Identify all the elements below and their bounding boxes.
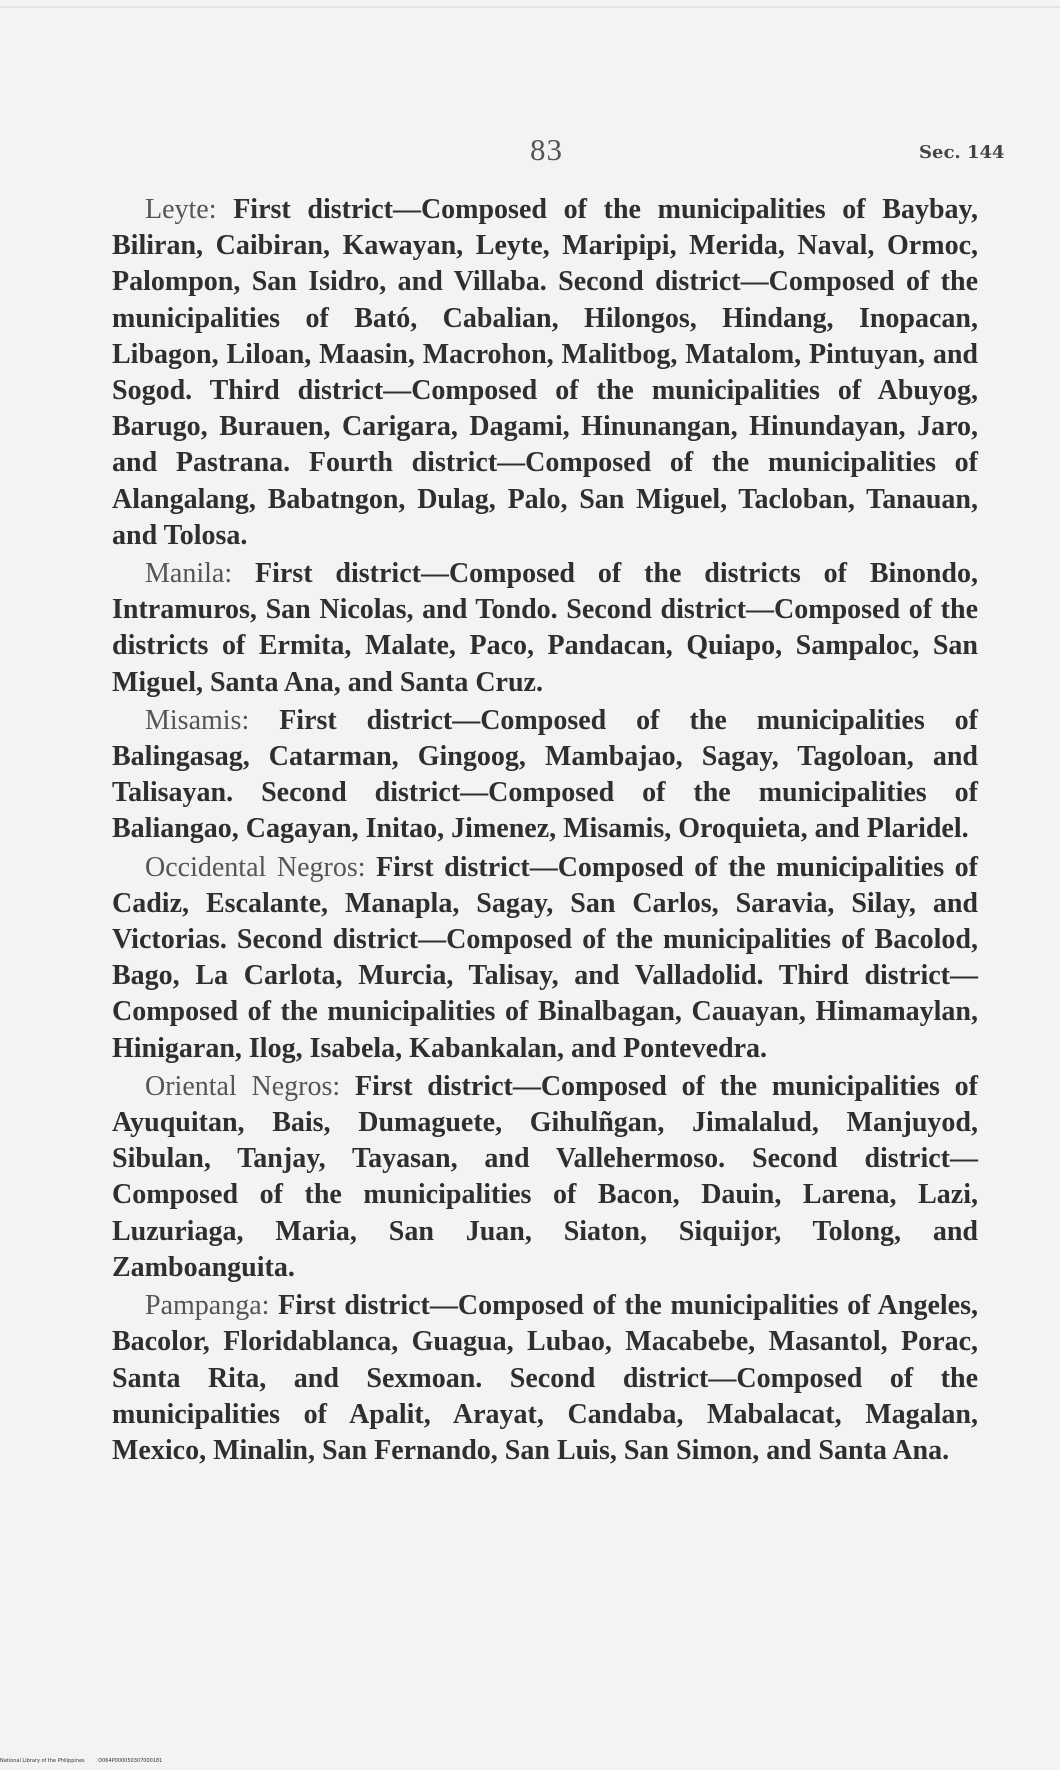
province-name: Manila — [145, 558, 225, 590]
province-name: Pampanga — [145, 1290, 262, 1322]
paragraph-text: First district—Composed of the municipalities of Ayuquitan, Bais, Dumaguete, Gihulñgan, Jimalalud, Manjuyod, Sibulan, Tanjay, Tayasan, and Vallehermoso. Second district—Composed of the municipalities of Bacon, Dauin, Larena, Lazi, Luzuriaga, Maria, San Juan, Siaton, Siquijor, Tolong, and Zamboanguita. — [112, 1070, 979, 1283]
paragraph-text: First district—Composed of the municipalities of Cadiz, Escalante, Manapla, Sagay, San Carlos, Saravia, Silay, and Victorias. Second district—Composed of the municipalities of Bacolod, Bago, La Carlota, Murcia, Talisay, and Valladolid. Third district—Composed of the municipalities of Binalbagan, Cauayan, Himamaylan, Hinigaran, Ilog, Isabela, Kabankalan, and Pontevedra. — [112, 851, 979, 1064]
paragraph-text: First district—Composed of the municipalities of Angeles, Bacolor, Floridablanca, Guagua, Lubao, Macabebe, Masantol, Porac, Santa Rita, and Sexmoan. Second district—Composed of the municipalities of Apalit, Arayat, Candaba, Mabalacat, Magalan, Mexico, Minalin, San Fernando, San Luis, San Simon, and Santa Ana. — [112, 1290, 979, 1466]
paragraph-text: First district—Composed of the municipalities of Balingasag, Catarman, Gingoog, Mambajao, Sagay, Tagoloan, and Talisayan. Second district—Composed of the municipalities of Baliangao, Cagayan, Initao, Jimenez, Misamis, Oroquieta, and Plaridel. — [112, 704, 979, 845]
page-body — [112, 192, 978, 1471]
page-number: 83 — [530, 132, 563, 167]
province-name: Leyte — [145, 194, 209, 225]
footer-code: D064P000050307000181 — [98, 1758, 163, 1764]
footer-library: National Library of the Philippines — [0, 1758, 85, 1764]
section-reference: Sec. 144 — [919, 142, 1005, 163]
paragraph-pampanga: Pampanga: First district—Composed of the municipalities of Angeles, Bacolor, Floridablanca, Guagua, Lubao, Macabebe, Masantol, Porac, Santa Rita, and Sexmoan. Second district—Composed of the municipalities of Apalit, Arayat, Candaba, Mabalacat, Magalan, Mexico, Minalin, San Fernando, San Luis, San Simon, and Santa Ana. — [112, 1290, 979, 1466]
top-rule — [0, 6, 1060, 8]
paragraph-occidental-negros: Occidental Negros: First district—Composed of the municipalities of Cadiz, Escalante, Manapla, Sagay, San Carlos, Saravia, Silay, and Victorias. Second district—Composed of the municipalities of Bacolod, Bago, La Carlota, Murcia, Talisay, and Valladolid. Third district—Composed of the municipalities of Binalbagan, Cauayan, Himamaylan, Hinigaran, Ilog, Isabela, Kabankalan, and Pontevedra. — [112, 851, 979, 1064]
paragraph-oriental-negros: Oriental Negros: First district—Composed of the municipalities of Ayuquitan, Bais, Dumaguete, Gihulñgan, Jimalalud, Manjuyod, Sibulan, Tanjay, Tayasan, and Vallehermoso. Second district—Composed of the municipalities of Bacon, Dauin, Larena, Lazi, Luzuriaga, Maria, San Juan, Siaton, Siquijor, Tolong, and Zamboanguita. — [112, 1070, 979, 1283]
paragraph-leyte: Leyte: First district—Composed of the municipalities of Baybay, Biliran, Caibiran, Kawayan, Leyte, Maripipi, Merida, Naval, Ormoc, Palompon, San Isidro, and Villaba. Second district—Composed of the municipalities of Bató, Cabalian, Hilongos, Hindang, Inopacan, Libagon, Liloan, Maasin, Macrohon, Malitbog, Matalom, Pintuyan, and Sogod. Third district—Composed of the municipalities of Abuyog, Barugo, Burauen, Carigara, Dagami, Hinunangan, Hinundayan, Jaro, and Pastrana. Fourth district—Composed of the municipalities of Alangalang, Babatngon, Dulag, Palo, San Miguel, Tacloban, Tanauan, and Tolosa. — [112, 194, 978, 551]
province-name: Misamis — [145, 704, 242, 736]
footer — [0, 1758, 162, 1764]
paragraph-text: First district—Composed of the municipalities of Baybay, Biliran, Caibiran, Kawayan, Leyte, Maripipi, Merida, Naval, Ormoc, Palompon, San Isidro, and Villaba. Second district—Composed of the municipalities of Bató, Cabalian, Hilongos, Hindang, Inopacan, Libagon, Liloan, Maasin, Macrohon, Malitbog, Matalom, Pintuyan, and Sogod. Third district—Composed of the municipalities of Abuyog, Barugo, Burauen, Carigara, Dagami, Hinunangan, Hinundayan, Jaro, and Pastrana. Fourth district—Composed of the municipalities of Alangalang, Babatngon, Dulag, Palo, San Miguel, Tacloban, Tanauan, and Tolosa. — [112, 194, 978, 551]
paragraph-misamis: Misamis: First district—Composed of the municipalities of Balingasag, Catarman, Gingoog, Mambajao, Sagay, Tagoloan, and Talisayan. Second district—Composed of the municipalities of Baliangao, Cagayan, Initao, Jimenez, Misamis, Oroquieta, and Plaridel. — [112, 704, 979, 845]
paragraph-text: First district—Composed of the districts of Binondo, Intramuros, San Nicolas, and Tondo. Second district—Composed of the districts of Ermita, Malate, Paco, Pandacan, Quiapo, Sampaloc, San Miguel, Santa Ana, and Santa Cruz. — [112, 558, 979, 698]
paragraph-manila: Manila: First district—Composed of the districts of Binondo, Intramuros, San Nicolas, and Tondo. Second district—Composed of the districts of Ermita, Malate, Paco, Pandacan, Quiapo, Sampaloc, San Miguel, Santa Ana, and Santa Cruz. — [112, 558, 979, 698]
province-name: Oriental Negros — [145, 1070, 333, 1102]
province-name: Occidental Negros — [145, 851, 358, 883]
